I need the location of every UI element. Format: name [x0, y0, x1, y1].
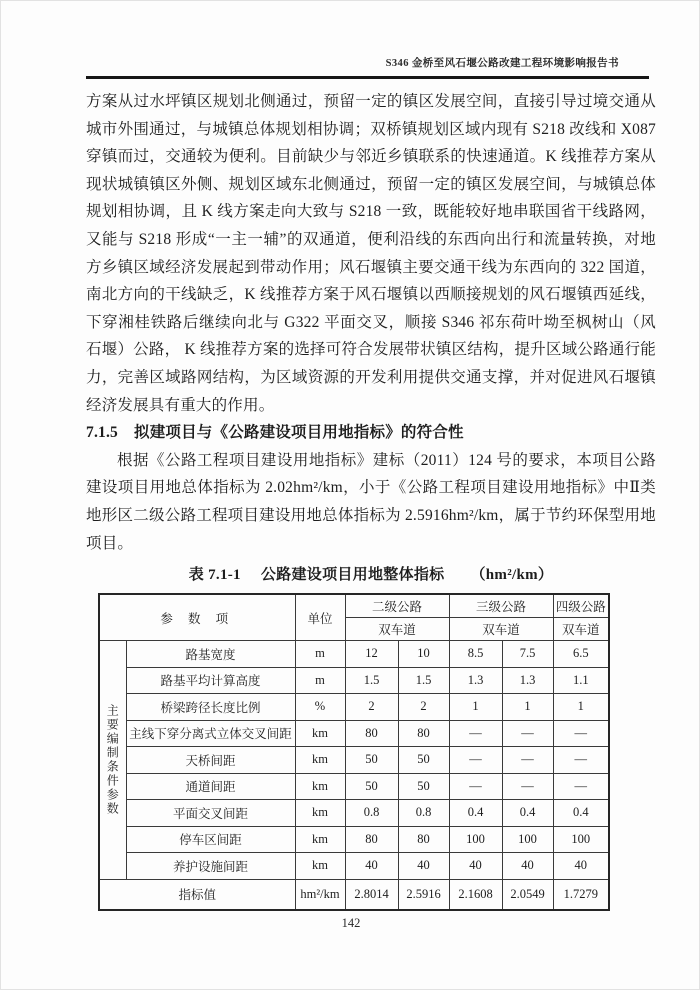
value-cell: — [502, 720, 553, 747]
value-cell: 0.4 [449, 800, 502, 827]
value-cell: 100 [553, 826, 609, 853]
value-cell: — [553, 773, 609, 800]
unit-cell: m [295, 667, 345, 694]
unit-cell: km [295, 800, 345, 827]
subheader-class3-lanes: 双车道 [449, 618, 553, 641]
indicator-value-cell: 2.0549 [502, 879, 553, 910]
value-cell: 100 [449, 826, 502, 853]
value-cell: 50 [398, 773, 449, 800]
value-cell: — [449, 747, 502, 774]
header-rule [86, 76, 649, 79]
param-name-cell: 平面交叉间距 [126, 800, 295, 827]
value-cell: 1 [449, 694, 502, 721]
group-header-class2: 二级公路 [345, 594, 449, 618]
value-cell: 100 [502, 826, 553, 853]
value-cell: 0.8 [398, 800, 449, 827]
value-cell: 1.1 [553, 667, 609, 694]
body-paragraph-1: 方案从过水坪镇区规划北侧通过，预留一定的镇区发展空间，直接引导过境交通从城市外围通过，与城镇总体规划相协调；双桥镇规划区域内现有 S218 改线和 X087 穿镇而过，交通较为便利。目前缺少与邻近乡镇联系的快速通道。K 线推荐方案从现状城镇镇区外侧、规划区域东北侧通过，预留一定的镇区发展空间，与城镇总体规划相协调，且 K 线方案走向大致与 S218 一致，既能较好地串联国省干线路网，又能与 S218 形成“一主一辅”的双通道，便利沿线的东西向出行和流量转换，对地方乡镇区域经济发展起到带动作用；风石堰镇主要交通干线为东西向的 322 国道，南北方向的干线缺乏，K 线推荐方案于风石堰镇以西顺接规划的风石堰镇西延线，下穿湘桂铁路后继续向北与 G322 平面交叉，顺接 S346 祁东荷叶坳至枫树山（风石堰）公路， K 线推荐方案的选择可符合发展带状镇区结构，提升区域公路通行能力，完善区域路网结构，为区域资源的开发利用提供交通支撑，并对促进风石堰镇经济发展具有重大的作用。 [86, 93, 656, 414]
subheader-class2-lanes: 双车道 [345, 618, 449, 641]
value-cell: 80 [345, 826, 398, 853]
indicator-value-cell: 2.5916 [398, 879, 449, 910]
unit-cell: % [295, 694, 345, 721]
value-cell: 0.8 [345, 800, 398, 827]
value-cell: — [502, 747, 553, 774]
value-cell: 1.5 [345, 667, 398, 694]
value-cell: 7.5 [502, 641, 553, 668]
land-use-indicator-table [98, 593, 610, 911]
section-heading-7-1-5 [86, 419, 656, 447]
table-row [99, 694, 609, 721]
table-caption-label: 表 7.1-1 [188, 567, 241, 584]
value-cell: 80 [398, 720, 449, 747]
value-cell: 40 [449, 853, 502, 880]
table-row [99, 800, 609, 827]
table-header-row-1 [99, 594, 609, 618]
value-cell: 40 [345, 853, 398, 880]
value-cell: 0.4 [553, 800, 609, 827]
section-number: 7.1.5 [86, 424, 118, 442]
param-name-cell: 桥梁跨径长度比例 [126, 694, 295, 721]
value-cell: 50 [345, 773, 398, 800]
table-row [99, 720, 609, 747]
value-cell: 1.3 [449, 667, 502, 694]
value-cell: 50 [345, 747, 398, 774]
table-row [99, 667, 609, 694]
row-group-label: 主要编制条件参数 [99, 641, 126, 880]
value-cell: 40 [553, 853, 609, 880]
table-row [99, 853, 609, 880]
value-cell: 1.5 [398, 667, 449, 694]
indicator-unit-cell: hm²/km [295, 879, 345, 910]
table-row [99, 641, 609, 668]
param-name-cell: 路基平均计算高度 [126, 667, 295, 694]
value-cell: 0.4 [502, 800, 553, 827]
value-cell: — [553, 720, 609, 747]
unit-column-header: 单位 [295, 594, 345, 641]
table-caption-unit: （hm²/km） [470, 567, 554, 584]
param-name-cell: 停车区间距 [126, 826, 295, 853]
value-cell: 10 [398, 641, 449, 668]
body-paragraph-2: 根据《公路工程项目建设用地指标》建标（2011）124 号的要求，本项目公路建设项目用地总体指标为 2.02hm²/km，小于《公路工程项目建设用地指标》中Ⅱ类地形区二级公路工程项目建设用地总体指标为 2.5916hm²/km，属于节约环保型用地项目。 [86, 451, 656, 552]
unit-cell: km [295, 853, 345, 880]
unit-cell: km [295, 773, 345, 800]
unit-cell: km [295, 826, 345, 853]
value-cell: 1 [553, 694, 609, 721]
subheader-class4-lanes: 双车道 [553, 618, 609, 641]
table-row [99, 826, 609, 853]
group-header-class4: 四级公路 [553, 594, 609, 618]
value-cell: — [449, 720, 502, 747]
value-cell: 80 [398, 826, 449, 853]
value-cell: — [502, 773, 553, 800]
value-cell: — [449, 773, 502, 800]
group-header-class3: 三级公路 [449, 594, 553, 618]
value-cell: 12 [345, 641, 398, 668]
param-name-cell: 养护设施间距 [126, 853, 295, 880]
unit-cell: km [295, 720, 345, 747]
value-cell: 1 [502, 694, 553, 721]
table-caption-title: 公路建设项目用地整体指标 [260, 567, 445, 584]
table-row [99, 773, 609, 800]
page-number: 142 [341, 916, 361, 930]
value-cell: 2 [398, 694, 449, 721]
value-cell: 1.3 [502, 667, 553, 694]
value-cell: — [553, 747, 609, 774]
value-cell: 40 [502, 853, 553, 880]
value-cell: 50 [398, 747, 449, 774]
value-cell: 8.5 [449, 641, 502, 668]
value-cell: 40 [398, 853, 449, 880]
indicator-value-cell: 1.7279 [553, 879, 609, 910]
indicator-value-row [99, 879, 609, 910]
param-name-cell: 路基宽度 [126, 641, 295, 668]
indicator-value-cell: 2.1608 [449, 879, 502, 910]
running-header-title: S346 金桥至风石堰公路改建工程环境影响报告书 [385, 58, 619, 69]
unit-cell: m [295, 641, 345, 668]
param-name-cell: 天桥间距 [126, 747, 295, 774]
indicator-label-cell: 指标值 [99, 879, 295, 910]
page-content [86, 88, 656, 911]
value-cell: 6.5 [553, 641, 609, 668]
indicator-value-cell: 2.8014 [345, 879, 398, 910]
value-cell: 80 [345, 720, 398, 747]
table-row [99, 747, 609, 774]
value-cell: 2 [345, 694, 398, 721]
section-title: 拟建项目与《公路建设项目用地指标》的符合性 [134, 424, 464, 442]
unit-cell: km [295, 747, 345, 774]
param-name-cell: 通道间距 [126, 773, 295, 800]
param-column-header: 参 数 项 [99, 594, 295, 641]
table-caption [86, 563, 656, 584]
param-name-cell: 主线下穿分离式立体交叉间距 [126, 720, 295, 747]
